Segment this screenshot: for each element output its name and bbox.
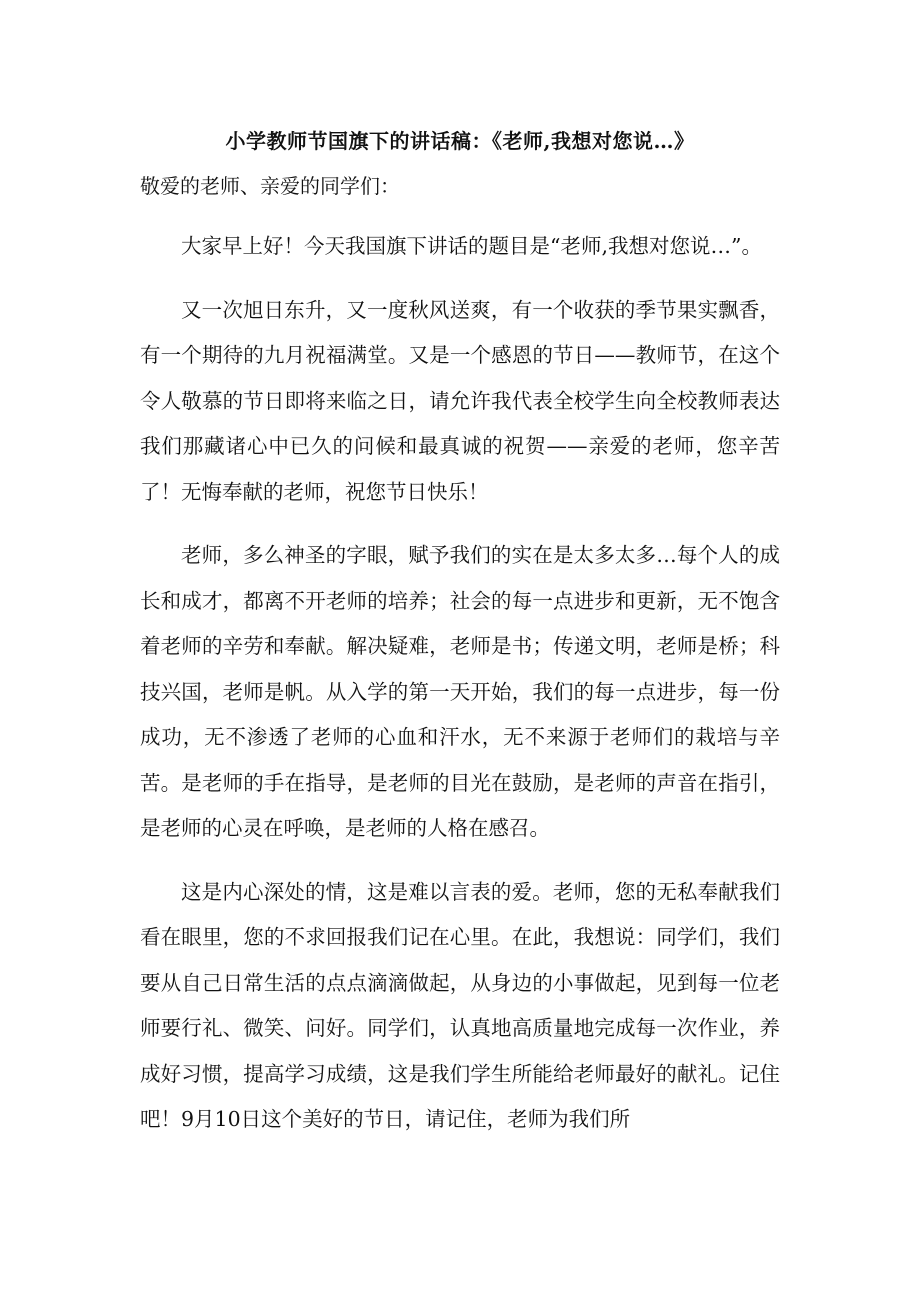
document-title: 小学教师节国旗下的讲话稿：《老师,我想对您说…》 bbox=[225, 129, 695, 153]
salutation: 敬爱的老师、亲爱的同学们： bbox=[140, 174, 400, 198]
speech-body bbox=[140, 224, 780, 1161]
paragraph-teacher: 老师，多么神圣的字眼，赋予我们的实在是太多太多…每个人的成长和成才，都离不开老师的培养；社会的每一点进步和更新，无不饱含着老师的辛劳和奉献。解决疑难，老师是书；传递文明，老师是桥；科技兴国，老师是帆。从入学的第一天开始，我们的每一点进步，每一份成功，无不渗透了老师的心血和汗水，无不来源于老师们的栽培与辛苦。是老师的手在指导，是老师的目光在鼓励，是老师的声音在指引，是老师的心灵在呼唤，是老师的人格在感召。 bbox=[140, 543, 780, 840]
paragraph-greeting: 大家早上好！今天我国旗下讲话的题目是“老师,我想对您说…”。 bbox=[181, 234, 762, 258]
paragraph-season: 又一次旭日东升，又一度秋风送爽，有一个收获的季节果实飘香，有一个期待的九月祝福满堂。又是一个感恩的节日——教师节，在这个令人敬慕的节日即将来临之日，请允许我代表全校学生向全校教师表达我们那藏诸心中已久的问候和最真诚的祝贺——亲爱的老师，您辛苦了！无悔奉献的老师，祝您节日快乐！ bbox=[140, 297, 780, 504]
paragraph-gratitude: 这是内心深处的情，这是难以言表的爱。老师，您的无私奉献我们看在眼里，您的不求回报我们记在心里。在此，我想说：同学们，我们要从自己日常生活的点点滴滴做起，从身边的小事做起，见到每一位老师要行礼、微笑、问好。同学们，认真地高质量地完成每一次作业，养成好习惯，提高学习成绩，这是我们学生所能给老师最好的献礼。记住吧！9月10日这个美好的节日，请记住，老师为我们所 bbox=[140, 879, 780, 1131]
